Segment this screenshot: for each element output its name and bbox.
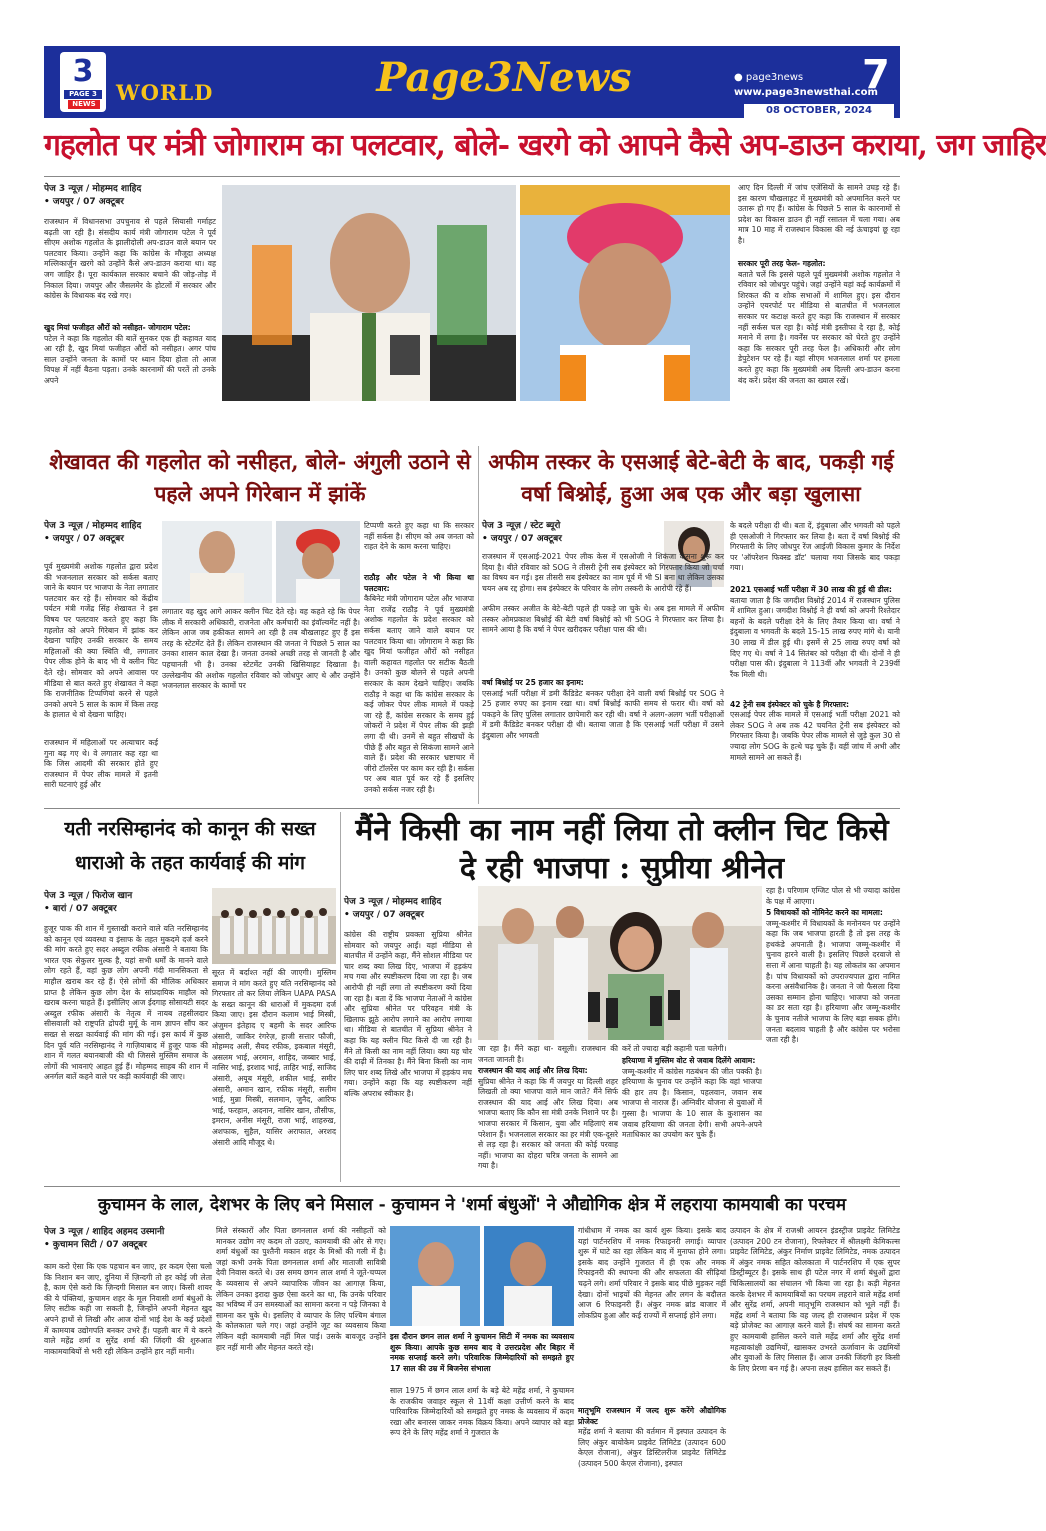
story5-col2 bbox=[478, 1044, 618, 1178]
logo-news: NEWS bbox=[68, 100, 100, 109]
press-conference-illustration bbox=[478, 886, 762, 1040]
story-text: पूर्व मुख्यमंत्री अशोक गहलोत द्वारा प्रदेश की भजनलाल सरकार को सर्कस बताए जाने के बयान पर भाजपा के नेता लगातार पलटवार कर रहे हैं। सोमवार को केंद्रीय पर्यटन मंत्री गजेंद्र सिंह शेखावत ने इस विषय पर पलटवार करते हुए कहा कि गहलोत को अपने गिरेबान में झांक कर देखना चाहिए उनकी सरकार के समय महिलाओं की क्या स्थिति थी, लगातार पेपर लीक होने के बाद भी ये क्लीन चिट देते रहे। सोमवार को अपने आवास पर मीडिया से बात करते हुए शेखावत ने कहा कि राजनीतिक टिप्पणियां करने से पहले उनको अपने 5 साल के काम में किस तरह के हालात थे वो देखना चाहिए। bbox=[44, 562, 159, 720]
dateline: • बारां / 07 अक्टूबर bbox=[44, 903, 336, 916]
story2-col1 bbox=[44, 562, 158, 802]
story6-col1: काम करो ऐसा कि एक पहचान बन जाए, हर कदम ऐसा चलो कि निशान बन जाए, दुनिया में ज़िन्दगी तो हर कोई जी लेता है, काम ऐसे करो कि ज़िन्दगी मिसाल बन जाए। किसी शायर की ये पंक्तियां, कुचामन शहर के मूल निवासी शर्मा बंधुओं के लिए सटीक कही जा सकती है, जिन्होंने अपनी मेहनत खुद अपने हाथों से लिखी और आज दोनों भाई देश के कई प्रदेशों में कामयाब उद्योगपति बनकर उभरे हैं। पहली बार में ये करने वाले महेंद्र शर्मा व सुरेंद्र शर्मा की जिंदगी की शुरुआत नाकामयाबियों से भरी रही लेकिन उन्होंने हार नहीं मानी। bbox=[44, 1262, 212, 1356]
story6-byline bbox=[44, 1226, 212, 1256]
issue-date: 08 OCTOBER, 2024 bbox=[744, 104, 894, 118]
story3-col2 bbox=[730, 521, 900, 804]
story-text: अफीम तस्कर अजीत के बेटे-बेटी पहले ही पकड़े जा चुके थे। अब इस मामले में अफीम तस्कर ओमप्रकाश बिश्नोई की बेटी वर्षा बिश्नोई को भी SOG ने गिरफ्तार कर लिया है। सामने आया है कि वर्षा ने पेपर खरीदकर परीक्षा पास की थी। bbox=[482, 604, 724, 635]
story6-col2: मिले संस्कारों और पिता छगनलाल शर्मा की नसीहतों को मानकर उद्योग नए कदम तो उठाए, कामयाबी की ओर से गए। शर्मा बंधुओं का पुश्तैनी मकान शहर के मिश्रों की गली में है। जहां कभी उनके पिता छगनलाल शर्मा और माताजी सावित्री देवी निवास करते थे। उस समय छगन लाल शर्मा ने जूते-चप्पल के व्यवसाय से अपने व्यापारिक जीवन का आगाज़ किया, लेकिन उनका इरादा कुछ ऐसा करने का था, कि उनके परिवार का भविष्य में उन समस्याओं का सामना करना न पड़े जिनका वे सामना कर चुके थे। इसलिए वे व्यापार के लिए पश्चिम बंगाल के कोलकाता चले गए। जहां उन्होंने जूट का व्यवसाय किया लेकिन बड़ी कामयाबी नहीं मिल पाई। उसके बावजूद उन्होंने हार नहीं मानी और मेहनत करते रहे। bbox=[216, 1226, 386, 1352]
story5-headline[interactable]: मैंने किसी का नाम नहीं लिया तो क्लीन चिट किसे दे रही भाजपा : सुप्रीया श्रीनेत bbox=[355, 813, 889, 886]
portrait-illustration bbox=[222, 185, 516, 401]
story2-headline[interactable]: शेखावत की गहलोत को नसीहत, बोले- अंगुली उठाने से पहले अपने गिरेबान में झांकें bbox=[49, 449, 471, 506]
subheading: मातृभूमि राजस्थान में जल्द शुरू करेंगे औद्योगिक प्रोजेक्ट bbox=[578, 1406, 726, 1426]
story2-byline bbox=[44, 520, 158, 560]
section-name: WORLD bbox=[116, 80, 214, 105]
story4-headline[interactable]: यती नरसिम्हानंद को कानून की सख्त धाराओ के तहत कार्यवाई की मांग bbox=[64, 818, 316, 874]
subheading: वर्षा बिश्नोई पर 25 हजार का इनाम: bbox=[482, 678, 584, 687]
subheading: इस दौरान छगन लाल शर्मा ने कुचामन सिटी में नमक का व्यवसाय शुरू किया। आपके कुछ समय बाद वे उत्तरप्रदेश और बिहार में नमक सप्लाई करने लगे। परिवारिक जिम्मेदारियों को समझते हुए 17 साल की उम्र में बिजनेस संभाला bbox=[390, 1332, 574, 1373]
photo-supriya-shrinate bbox=[478, 886, 762, 1040]
dateline: • जयपुर / 07 अक्टूबर bbox=[344, 909, 494, 922]
website-link[interactable]: www.page3newsthai.com bbox=[734, 87, 878, 98]
subheading: राजस्थान की याद आई और लिख दिया: bbox=[478, 1066, 588, 1075]
story-text: गांधीधाम में नमक का कार्य शुरू किया। इसके बाद यहां पार्टनरशिप में नमक रिफाइनरी लगाई। व्यापार शुरू में घाटे का रहा लेकिन बाद में मुनाफा होने लगा। इसके बाद उन्होंने गुजरात में ही एक और नमक रिफाइनरी की स्थापना की और सफलता की सीढ़ियां चढ़ने लगे। शर्मा परिवार ने इसके बाद पीछे मुड़कर नहीं देखा। दोनों भाइयों की मेहनत और लगन के बदौलत आज 6 रिफाइनरी हैं। अंकुर नमक ब्रांड बाजार में लोकप्रिय हुआ और कई राज्यों में सप्लाई होने लगा। bbox=[578, 1226, 726, 1320]
photo-memorandum-group bbox=[212, 888, 336, 964]
portrait-illustration bbox=[520, 185, 730, 401]
story-text: साल 1975 में छगन लाल शर्मा के बड़े बेटे महेंद्र शर्मा, ने कुचामन के राजकीय जवाहर स्कूल से 11वीं कक्षा उत्तीर्ण करने के बाद पारिवारिक जिम्मेदारियों को समझते हुए नमक के व्यवसाय में कदम रखा और बनारस जाकर नमक विक्रय किया। अपने व्यापार को बड़ा रूप देने के लिए महेंद्र शर्मा ने गुजरात के bbox=[390, 1386, 574, 1438]
story2-col2: लगातार वह खुद आगे आकर क्लीन चिट देते रहे। वह कहते रहे कि पेपर लीक में सरकारी अधिकारी, राजनेता और कर्मचारी का इंवॉल्वमेंट नहीं है। लेकिन आज जब हकीकत सामने आ रही है तब बौखलाहट हुए हैं इस तरह के स्टेटमेंट देते हैं। लेकिन राजस्थान की जनता ने पिछले 5 साल का उनका शासन काल देखा है। जनता उनको अच्छी तरह से जानती है और पहचानती भी है। उनका स्टेटमेंट उनकी खिसियाहट दिखाता है। उल्लेखनीय की अशोक गहलोत रविवार को जोधपुर आए थे और उन्होंने भजनलाल सरकार के कामों पर bbox=[162, 607, 360, 691]
masthead bbox=[44, 46, 900, 118]
photo-sharma-brothers bbox=[390, 1226, 574, 1326]
logo-number: 3 bbox=[72, 54, 94, 89]
lead-continuation bbox=[222, 405, 730, 435]
story4-col2: सूरत में बर्दाश्त नहीं की जाएगी। मुस्लिम समाज ने मांग करते हुए यति नरसिम्हानंद को गिरफ्तार तो कर लिया लेकिन UAPA PASA के सख्त कानून की धाराओं में मुकदमा दर्ज किया जाए। इस दौरान कलाम भाई मिस्त्री, अंजुमन इंतेहाद ए बहमी के सदर आरिफ अंसारी, जाकिर रंगरेज़, हाजी सत्तार फौजी, मोहम्मद अली, सैयद रफीक, इकबाल मंसूरी, असलम भाई, अरमान, शाहिद, जब्बार भाई, नासिर भाई, इरशाद भाई, ताहिर भाई, साजिद अंसारी, अयूब मंसूरी, शकील भाई, समीर अंसारी, अमान खान, रफीक मंसूरी, सलीम भाई, मुन्ना मिस्त्री, सलमान, जुनैद, आरिफ भाई, फरहान, अदनान, नासिर खान, तौसीफ, इमरान, अनीस मंसूरी, राजा भाई, शाहरुख, अशफाक, सुहैल, यासिर अराफात, अरशद अंसारी आदि मौजूद थे। bbox=[212, 968, 336, 1147]
story5-byline bbox=[344, 896, 494, 928]
dateline: • जयपुर / 07 अक्टूबर bbox=[44, 533, 158, 546]
story-text: जा रहा है। मैंने कहा था- वसूली। राजस्थान की जनता जानती है। bbox=[478, 1044, 618, 1064]
dateline: • जयपुर / 07 अक्टूबर bbox=[44, 196, 216, 209]
story-text: आए दिन दिल्ली में जांच एजेंसियों के सामने उघड़ रहे हैं। इस कारण चौखलाहट में मुख्यमंत्री को अपमानित करने पर उतारू हो गए हैं। कांग्रेस के पिछले 5 साल के कारनामों से प्रदेश का विकास डाउन ही नहीं रसातल में चला गया। अब मात्र 10 माह में राजस्थान विकास की नई ऊंचाइयां छू रहा है। bbox=[738, 183, 900, 245]
story4-col1: हुजूर पाक की शान में गुस्ताखी कराने वाले यति नरसिम्हानंद को कानून एवं व्यवस्था व इंसाफ के तहत मुकदमे दर्ज करने की मांग करते हुए सदर अब्दुल रफीक अंसारी ने बताया कि भारत एक सेकुलर मुल्क है, यहां सभी धर्मों के मानने वाले लोग रहते हैं, वहां कुछ लोग अपनी गंदी मानसिकता से माहौल खराब कर रहे हैं। ऐसे लोगों की मौलिक अधिकार प्राप्त है लेकिन कुछ लोग देश के सांप्रदायिक माहौल को खराब करना चाहते हैं। इसीलिए आज ईदगाह सोसायटी सदर अब्दुल रफीक अंसारी के नेतृत्व में नायब तहसीलदार सीसवाली को राष्ट्रपति द्रोपदी मुर्मू के नाम ज्ञापन सौंप कर सख्त से सख्त कार्यवाई की मांग की गई। इस कार्य में कुछ दिन पूर्व यति नरसिम्हानंद ने गाज़ियाबाद में हुजूर पाक की शान में गलत बयानबाजी की थी जिससे मुस्लिम समाज के लोगों की भावनाएं आहत हुई हैं। मोहम्मद साहब की शान में अनर्गल बातें कहने वाले पर कड़ी कार्यवाही की जाए। bbox=[44, 924, 208, 1082]
story-text: राजस्थान में एसआई-2021 पेपर लीक केस में एसओजी ने शिकंजा कसना शुरू कर दिया है। बीते रविवार को SOG ने तीसरी ट्रेनी सब इंस्पेक्टर को गिरफ्तार किया जो चर्चा का विषय बन गई। इस तीसरी सब इंस्पेक्टर का नाम पूर्व में भी SI बना था लेकिन उसका चयन अब रद्द होगा। सब इंस्पेक्टर के परिवार के लोग तस्करी के आरोपी रहे हैं। bbox=[482, 552, 724, 593]
subheading: 2021 एसआई भर्ती परीक्षा में 30 लाख की हुई थी डील: bbox=[730, 585, 892, 594]
subheading: सरकार पूरी तरह फेल- गहलोत: bbox=[738, 259, 826, 268]
lead-headline[interactable]: गहलोत पर मंत्री जोगाराम का पलटवार, बोले- खरगे को आपने कैसे अप-डाउन कराया, जग जाहिर bbox=[44, 128, 1046, 163]
story3-headline[interactable]: अफीम तस्कर के एसआई बेटे-बेटी के बाद, पकड़ी गई वर्षा बिश्नोई, हुआ अब एक और बड़ा खुलासा bbox=[488, 449, 894, 506]
story-text: सुप्रिया श्रीनेत ने कहा कि मैं जयपुर या दिल्ली शहर लिखती तो क्या भाजपा वाले मान जाते? मैंने सिर्फ राजस्थान की याद आई और लिख दिया। अब भाजपा बताए कि कौन सा मंत्री उनके निशाने पर है। भाजपा सरकार में किसान, युवा और महिलाएं सब परेशान हैं। भजनलाल सरकार का हर मंत्री एक-दूसरे से लड़ रहा है। सरकार को जनता की कोई परवाह नहीं। भाजपा का दोहरा चरित्र जनता के सामने आ गया है। bbox=[478, 1076, 618, 1171]
photo-gehlot bbox=[162, 521, 272, 603]
story-text: एसआई भर्ती परीक्षा में डमी कैंडिडेट बनकर परीक्षा देने वाली वर्षा बिश्नोई पर SOG ने 25 हजार रुपए का इनाम रखा था। वर्षा बिश्नोई काफी समय से फरार थी। वर्षा को पकड़ने के लिए पुलिस लगातार छापेमारी कर रही थी। वर्षा ने अलग-अलग भर्ती परीक्षाओं में डमी कैंडिडेट बनकर परीक्षा दी थी। बताया जाता है कि एसआई भर्ती परीक्षा में उसने इंदुबाला और भगवती bbox=[482, 688, 724, 740]
story-text: रहा है। परिणाम एग्जिट पोल से भी ज्यादा कांग्रेस के पक्ष में आएगा। bbox=[766, 886, 900, 906]
story6-headline[interactable]: कुचामन के लाल, देशभर के लिए बने मिसाल - कुचामन ने 'शर्मा बंधुओं' ने औद्योगिक क्षेत्र में लहराया कामयाबी का परचम bbox=[98, 1195, 846, 1215]
subheading: खुद मियां फजीहत औरों को नसीहत- जोगाराम पटेल: bbox=[44, 323, 191, 332]
story-text: बताया जाता है कि जगदीश विश्नोई 2014 में राजस्थान पुलिस में शामिल हुआ। जगदीश विश्नोई ने ही वर्षा को अपनी रिश्तेदार बहनों के बदले परीक्षा देने के लिए तैयार किया था। वर्षा ने इंदुबाला व भगवती के बदले 15-15 लाख रुपए मांगे थे। यानी 30 लाख में डील हुई थी। इसमें से 25 लाख रुपए वर्षा को दिए गए थे। वर्षा ने 14 सितंबर को परीक्षा दी थी। दोनों ने ही परीक्षा पास की। इंदुबाला ने 113वीं और भगवती ने 239वीं रैंक मिली थी। bbox=[730, 595, 900, 679]
story6-col3 bbox=[390, 1332, 574, 1524]
byline: पेज 3 न्यूज़ / मोहम्मद शाहिद bbox=[44, 521, 142, 531]
byline: पेज 3 न्यूज़ / फिरोज खान bbox=[44, 891, 133, 901]
story-text: महेंद्र शर्मा ने बताया की वर्तमान में इस्पात उत्पादन के लिए अंकुर बायोकेम प्राइवेट लिमिटेड (उत्पादन 600 केएल रोजाना), अंकुर डिस्टिलरीज प्राइवेट लिमिटेड (उत्पादन 500 केएल रोजाना), इस्पात bbox=[578, 1427, 726, 1468]
portrait-illustration bbox=[276, 521, 360, 603]
subheading: राठौड़ और पटेल ने भी किया था पलटवार: bbox=[364, 573, 474, 593]
story5-col4 bbox=[766, 886, 900, 1178]
story-text: राजस्थान में विधानसभा उपचुनाव से पहले सियासी गर्माहट बढ़ती जा रही है। संसदीय कार्य मंत्री जोगाराम पटेल ने पूर्व सीएम अशोक गहलोत के झालीदोली अप-डाउन वाले बयान पर पलटवार किया। उन्होंने कहा कि कांग्रेस के मौजूदा अध्यक्ष मल्लिकार्जुन खरगे को उन्होंने कैसे अप-डाउन कराया था। वह जग जाहिर है। पूरा कार्यकाल सरकार बचाने की जोड़-तोड़ में निकाल दिया। जयपुर और जैसलमेर के होटलों में सरकार और कांग्रेस के विधायक बंद रखे गए। bbox=[44, 217, 216, 301]
story3-col1 bbox=[482, 552, 724, 804]
subheading: 42 ट्रेनी सब इंस्पेक्टर को चुके है गिरफ्तार: bbox=[730, 699, 849, 709]
story2-col3 bbox=[364, 521, 474, 802]
subheading: हरियाणा में मुस्लिम वोट से जवाब दिलेंगे आवाम: bbox=[622, 1056, 756, 1065]
story-text: करें तो ज्यादा बड़ी कहानी पता चलेगी। bbox=[622, 1044, 727, 1053]
group-photo-illustration bbox=[212, 888, 336, 964]
lead-col4 bbox=[738, 183, 900, 435]
portrait-illustration bbox=[162, 521, 272, 603]
photo-ashok-gehlot bbox=[222, 185, 516, 401]
brand-title[interactable]: Page3News bbox=[376, 54, 632, 101]
story-text: टिप्पणी करते हुए कहा था कि सरकार नहीं सर्कस है। सीएम को अब जनता को राहत देने के काम करना चाहिए। bbox=[364, 521, 474, 552]
social-handle[interactable]: ● page3news bbox=[734, 72, 804, 83]
byline: पेज 3 न्यूज़ / शाहिद अहमद उस्मानी bbox=[44, 1227, 165, 1237]
byline: पेज 3 न्यूज़ / मोहम्मद शाहिद bbox=[44, 184, 142, 194]
byline: पेज 3 न्यूज़ / स्टेट ब्यूरो bbox=[482, 521, 561, 531]
story-text: के बदले परीक्षा दी थी। बता दें, इंदुबाला और भगवती को पहले ही एसओजी ने गिरफ्तार कर लिया है। बता दें वर्षा बिश्नोई की गिरफ्तारी के लिए जोधपुर रेंज आईजी विकास कुमार के निर्देश पर 'ऑपरेशन फिक्स्ड डॉट' चलाया गया जिसके बाद पकड़ा गया। bbox=[730, 521, 900, 573]
story-text: एसआई पेपर लीक मामले में एसआई भर्ती परीक्षा 2021 को लेकर SOG ने अब तक 42 चयनित ट्रेनी सब इंस्पेक्टर को गिरफ्तार किया है। जबकि पेपर लीक मामले से जुड़े कुल 30 से ज्यादा लोग SOG के हत्थे चढ़ चुके हैं। वहीं जांच में अभी और मामले सामने आ सकते हैं। bbox=[730, 710, 900, 762]
logo-page: PAGE 3 bbox=[64, 90, 102, 99]
story-text: पटेल ने कहा कि गहलोत की बातें सुनकर एक ही कहावत याद आ रही है, खुद मियां फजीहत औरों को नसीहत। अगर पांच साल उन्होंने जनता के कामों पर ध्यान दिया होता तो आज विपक्ष में नहीं बैठना पड़ता। उनके कारनामों की परतें तो उनके अपने bbox=[44, 333, 216, 385]
dateline: • जयपुर / 07 अक्टूबर bbox=[482, 533, 660, 546]
lead-col1 bbox=[44, 183, 216, 435]
story5-col1: कांग्रेस की राष्ट्रीय प्रवक्ता सुप्रिया श्रीनेत सोमवार को जयपुर आईं। यहां मीडिया से बातचीत में उन्होंने कहा, मैंने सोशल मीडिया पर चार शब्द क्या लिख दिए, भाजपा में हड़कंप मच गया और स्पष्टीकरण दिया जा रहा है। जब आरोपी ही नहीं लगा तो स्पष्टीकरण क्यों दिया जा रहा है। बता दें कि भाजपा नेताओं ने कांग्रेस और सुप्रिया श्रीनेत पर परिवहन मंत्री के खिलाफ झूठे आरोप लगाने का आरोप लगाया था। मीडिया से बातचीत में सुप्रिया श्रीनेत ने कहा कि यह क्लीन चिट किसे दी जा रही है। मैंने तो किसी का नाम नहीं लिया। क्या यह चोर की दाढ़ी में तिनका है। मैंने बिना किसी का नाम लिए चार शब्द लिखे और भाजपा में हड़कंप मच गया। उन्होंने कहा कि यह स्पष्टीकरण नहीं बल्कि अपराध स्वीकार है। bbox=[344, 930, 472, 1098]
story-text: जम्मू-कश्मीर में कांग्रेस गठबंधन की जीत पक्की है। हरियाणा के चुनाव पर उन्होंने कहा कि वहां भाजपा की हार तय है। किसान, पहलवान, जवान सब भाजपा से नाराज हैं। अग्निवीर योजना से युवाओं में गुस्सा है। भाजपा के 10 साल के कुशासन का जवाब हरियाणा की जनता देगी। सभी अपने-अपने मताधिकार का उपयोग कर चुके हैं। bbox=[622, 1066, 762, 1140]
subheading: 5 विधायकों को नोमिनेट करने का मामला: bbox=[766, 908, 883, 917]
dateline: • कुचामन सिटी / 07 अक्टूबर bbox=[44, 1239, 212, 1252]
story-text: कैबिनेट मंत्री जोगाराम पटेल और भाजपा नेता राजेंद्र राठौड़ ने पूर्व मुख्यमंत्री अशोक गहलोत के प्रदेश सरकार को सर्कस बताए जाने वाले बयान पर पलटवार किया था। जोगाराम ने कहा कि खुद मियां फजीहत औरों को नसीहत वाली कहावत गहलोत पर सटीक बैठती है। उनको कुछ बोलने से पहले अपनी सरकार के काम देखने चाहिए। जबकि राठौड़ ने कहा था कि कांग्रेस सरकार के कई जोकर पेपर लीक मामले में पकड़े जा रहे हैं, कांग्रेस सरकार के समय हुई जोकरों ने प्रदेश में पेपर लीक की झड़ी लगा दी थी। उनमें से बहुत सीखचों के पीछे हैं और बहुत से सिकंजा सामने आने वाले हैं। प्रदेश की सरकार भ्रष्टाचार में जीरो टॉलरेंस पर काम कर रही है। सर्कस पर अब बात पूर्व कर रहे हैं इसलिए उनको सर्कस नजर रही है। bbox=[364, 594, 474, 794]
page-number: 7 bbox=[862, 52, 890, 98]
story6-col5: उत्पादन के क्षेत्र में राजश्री आयरन इंडस्ट्रीज प्राइवेट लिमिटेड (उत्पादन 200 टन रोजाना), रिफ्लेक्टर में श्रीलक्ष्मी केमिकल्स प्राइवेट लिमिटेड, अंकुर निर्माण प्राइवेट लिमिटेड, नमक उत्पादन में अंकुर नमक सहित कोलकाता में पार्टनरशिप में एक सुपर डिस्ट्रीब्यूटर है। इसके साथ ही पटेल नगर में शर्मा बंधुओं द्वारा चिकित्सालयों का संचालन भी किया जा रहा है। कड़ी मेहनत करके देशभर में कामयाबियों का परचम लहराने वाले महेंद्र शर्मा और सुरेंद्र शर्मा, अपनी मातृभूमि राजस्थान को भूले नहीं हैं। महेंद्र शर्मा ने बताया कि वह जल्द ही राजस्थान प्रदेश में एक बड़े प्रोजेक्ट का आगाज़ करने वाले हैं। संघर्ष का सामना करते हुए कामयाबी हासिल करने वाले महेंद्र शर्मा और सुरेंद्र शर्मा महत्वाकांक्षी उद्यमियों, खासकर उभरते ऊर्जावान के उद्यमियों और युवाओं के लिए मिसाल हैं। आज उनकी जिंदगी हर किसी के लिए प्रेरणा बन गई है। अपना लक्ष्य हासिल कर सकते हैं। bbox=[730, 1226, 900, 1373]
story6-col4 bbox=[578, 1226, 726, 1524]
photo-jogaram-patel bbox=[520, 185, 730, 401]
byline: पेज 3 न्यूज़ / मोहम्मद शाहिद bbox=[344, 897, 442, 907]
photo-shekhawat bbox=[276, 521, 360, 603]
story-text: राजस्थान में महिलाओं पर अत्याचार कई गुना बढ़ गए थे। वे लगातार कह रहा था कि जिस आदमी की सरकार होते हुए राजस्थान में पेपर लीक मामले में इतनी सारी घटनाएं हुई और bbox=[44, 738, 158, 790]
portrait-illustration bbox=[390, 1226, 574, 1326]
story5-col3 bbox=[622, 1044, 762, 1178]
story-text: जम्मू-कश्मीर में विधायकों के मनोनयन पर उन्होंने कहा कि जब भाजपा हारती है तो इस तरह के हथकंडे अपनाती है। भाजपा जम्मू-कश्मीर में चुनाव हारने वाली है। इसलिए पिछले दरवाजे से सत्ता में आना चाहती है। यह लोकतंत्र का अपमान है। पांच विधायकों को उपराज्यपाल द्वारा नामित करना असंवैधानिक है। जनता ने जो फैसला दिया उसका सम्मान होना चाहिए। भाजपा को जनता का डर सता रहा है। हरियाणा और जम्मू-कश्मीर के चुनाव नतीजे भाजपा के लिए बड़ा सबक होंगे। जनता बदलाव चाहती है और कांग्रेस पर भरोसा जता रही है। bbox=[766, 918, 900, 1045]
story-text: बताते चलें कि इससे पहले पूर्व मुख्यमंत्री अशोक गहलोत ने रविवार को जोधपुर पहुंचे। जहां उन्होंने यहां कई कार्यक्रमों में शिरकत की व शोक सभाओं में शामिल हुए। इस दौरान उन्होंने एयरपोर्ट पर मीडिया से बातचीत में भजनलाल सरकार पर कटाक्ष करते हुए कहा कि राजस्थान में सरकार नहीं सर्कस चल रहा है। कोई मंत्री इस्तीफा दे रहा है, कोई मनाने में लगा है। गवर्नेंस पर सरकार को घेरते हुए उन्होंने कहा कि सरकार पूरी तरह फेल है। अधिकारी और लोग डेपुटेशन पर रहे हैं। यहां सीएम भजनलाल शर्मा पर हमला करते हुए कहा कि मुख्यमंत्री अब दिल्ली अप-डाउन करना बंद करें। प्रदेश की जनता का ख्याल रखें। bbox=[738, 269, 900, 385]
story3-byline bbox=[482, 520, 660, 550]
page3-logo[interactable] bbox=[60, 52, 106, 112]
